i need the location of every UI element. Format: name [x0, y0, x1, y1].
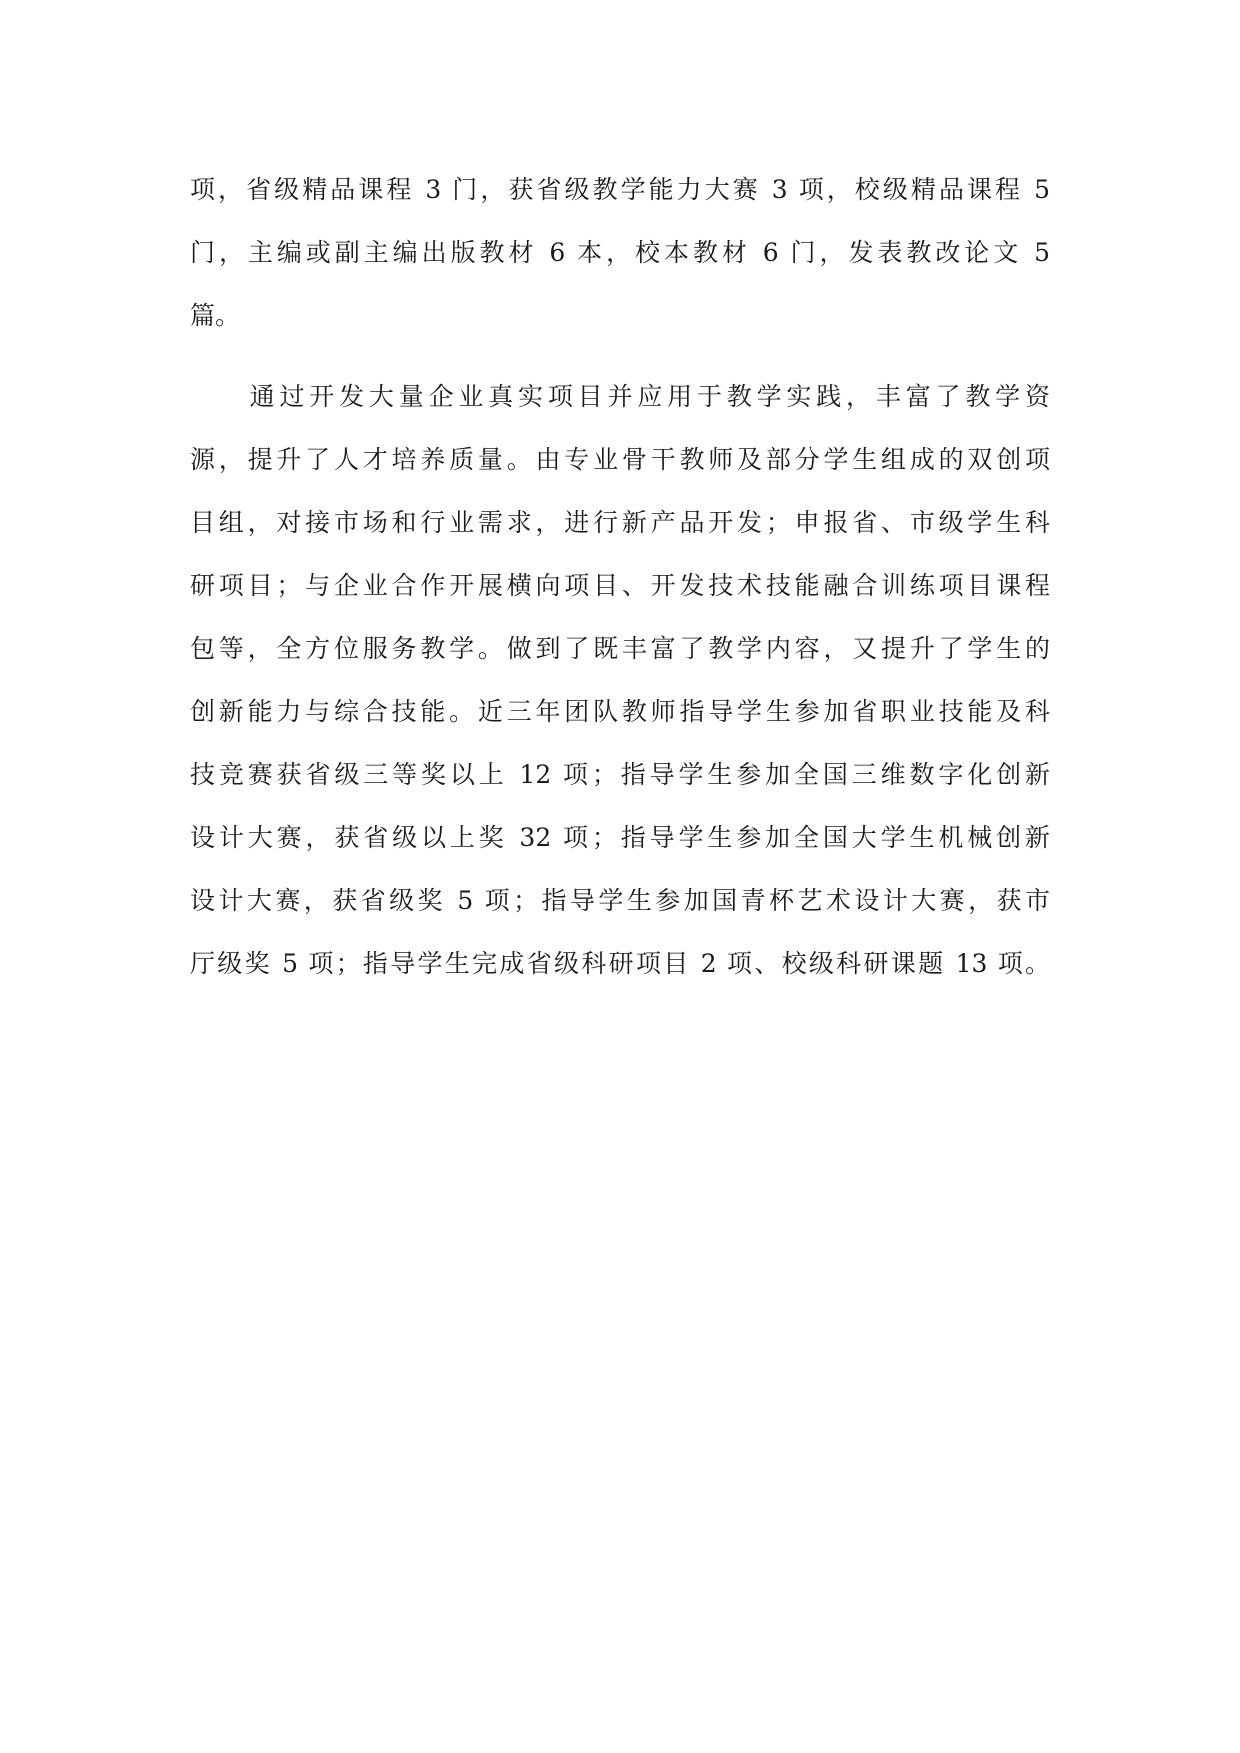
paragraph-line: 源，提升了人才培养质量。由专业骨干教师及部分学生组成的双创项 [190, 445, 1050, 474]
paragraph-line: 设计大赛，获省级以上奖 32 项；指导学生参加全国大学生机械创新 [190, 823, 1050, 852]
paragraph-line: 设计大赛，获省级奖 5 项；指导学生参加国青杯艺术设计大赛，获市 [190, 886, 1050, 915]
paragraph-gap [190, 347, 1050, 365]
paragraph-line: 包等，全方位服务教学。做到了既丰富了教学内容，又提升了学生的 [190, 634, 1050, 663]
paragraph-line: 目组，对接市场和行业需求，进行新产品开发；申报省、市级学生科 [190, 508, 1050, 537]
paragraph-line: 厅级奖 5 项；指导学生完成省级科研项目 2 项、校级科研课题 13 项。 [190, 949, 1050, 978]
paragraph-1 [190, 158, 1050, 347]
paragraph-line: 项，省级精品课程 3 门，获省级教学能力大赛 3 项，校级精品课程 5 [190, 175, 1050, 204]
paragraph-line: 技竞赛获省级三等奖以上 12 项；指导学生参加全国三维数字化创新 [190, 760, 1050, 789]
paragraph-line: 篇。 [190, 301, 241, 330]
paragraph-line: 通过开发大量企业真实项目并应用于教学实践，丰富了教学资 [190, 382, 1050, 411]
paragraph-2 [190, 365, 1050, 995]
document-body [190, 158, 1050, 995]
paragraph-line: 研项目；与企业合作开展横向项目、开发技术技能融合训练项目课程 [190, 571, 1050, 600]
paragraph-line: 创新能力与综合技能。近三年团队教师指导学生参加省职业技能及科 [190, 697, 1050, 726]
paragraph-line: 门，主编或副主编出版教材 6 本，校本教材 6 门，发表教改论文 5 [190, 238, 1050, 267]
